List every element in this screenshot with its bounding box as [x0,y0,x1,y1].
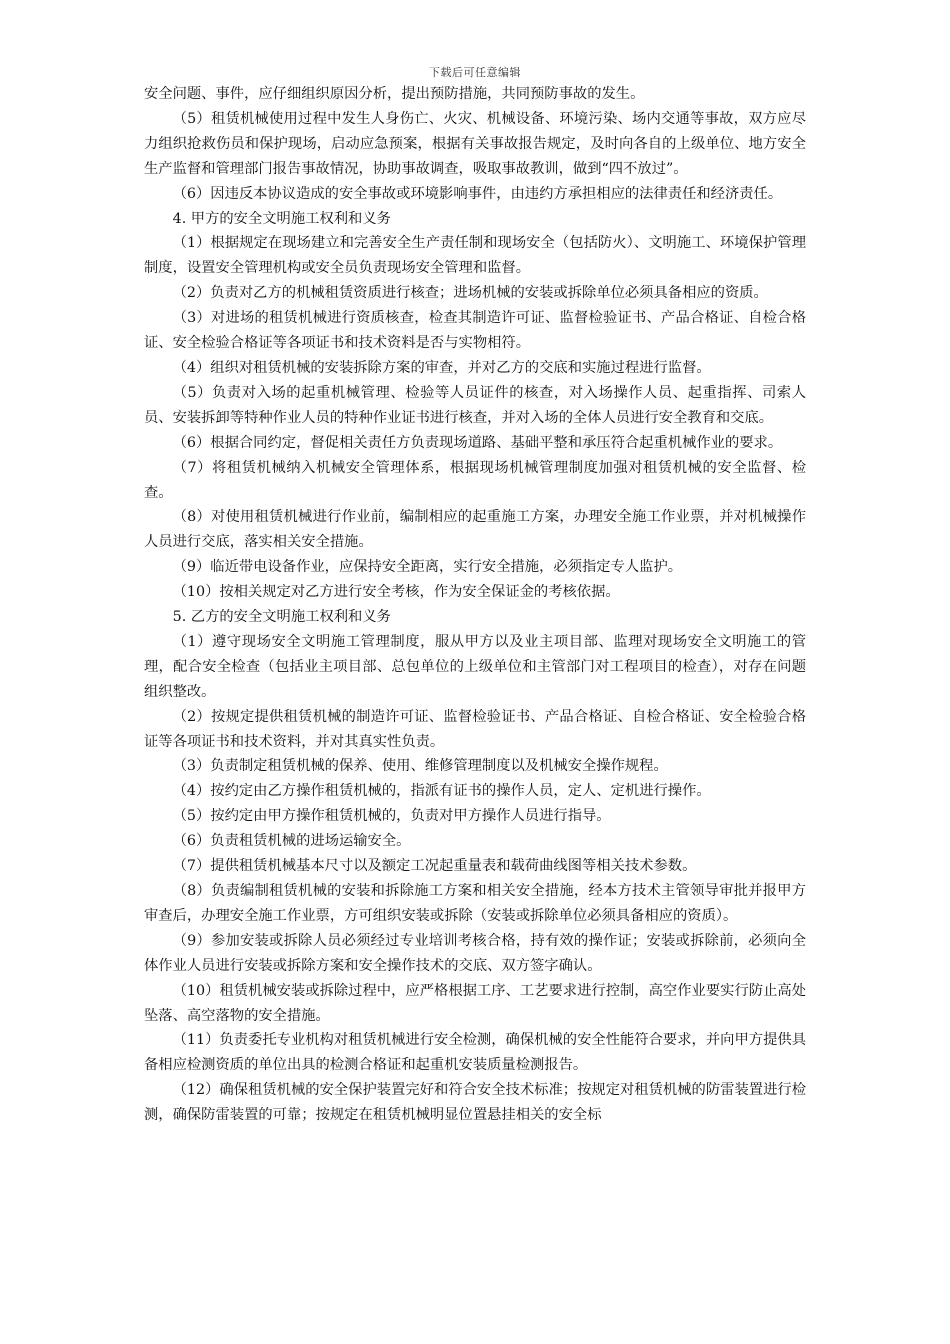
page-header: 下载后可任意编辑 [429,66,521,79]
paragraph: （5）租赁机械使用过程中发生人身伤亡、火灾、机械设备、环境污染、场内交通等事故，双方应尽力组织抢救伤员和保护现场，启动应急预案，根据有关事故报告规定，及时向各自的上级单位、地方安全生产监督和管理部门报告事故情况，协助事故调查，吸取事故教训，做到“四不放过”。 [144,110,806,177]
paragraph: （8）对使用租赁机械进行作业前，编制相应的起重施工方案，办理安全施工作业票，并对机械操作人员进行交底，落实相关安全措施。 [144,509,806,551]
paragraph: （12）确保租赁机械的安全保护装置完好和符合安全技术标准；按规定对租赁机械的防雷装置进行检测，确保防雷装置的可靠；按规定在租赁机械明显位置悬挂相关的安全标 [144,1082,806,1124]
paragraph: 安全问题、事件，应仔细组织原因分析，提出预防措施，共同预防事故的发生。 [144,86,645,102]
paragraph: （9）临近带电设备作业，应保持安全距离，实行安全措施，必须指定专人监护。 [172,559,683,576]
paragraph: （10）租赁机械安装或拆除过程中，应严格根据工序、工艺要求进行控制，高空作业要实行防止高处坠落、高空落物的安全措施。 [144,982,806,1024]
paragraph: （7）将租赁机械纳入机械安全管理体系，根据现场机械管理制度加强对租赁机械的安全监督、检查。 [144,459,806,501]
section-heading: 5. 乙方的安全文明施工权利和义务 [172,609,391,626]
paragraph: （7）提供租赁机械基本尺寸以及额定工况起重量表和载荷曲线图等相关技术参数。 [172,858,697,875]
paragraph: （5）按约定由甲方操作租赁机械的，负责对甲方操作人员进行指导。 [172,808,611,825]
paragraph: （3）负责制定租赁机械的保养、使用、维修管理制度以及机械安全操作规程。 [172,758,668,775]
paragraph: （1）遵守现场安全文明施工管理制度，服从甲方以及业主项目部、监理对现场安全文明施工的管理，配合安全检查（包括业主项目部、总包单位的上级单位和主管部门对工程项目的检查），对存在问题组织整改。 [144,633,806,700]
paragraph: （6）负责租赁机械的进场运输安全。 [172,833,411,850]
section-heading: 4. 甲方的安全文明施工权利和义务 [172,210,391,227]
paragraph: （10）按相关规定对乙方进行安全考核，作为安全保证金的考核依据。 [172,584,620,601]
paragraph: （4）按约定由乙方操作租赁机械的，指派有证书的操作人员，定人、定机进行操作。 [172,783,711,800]
paragraph: （8）负责编制租赁机械的安装和拆除施工方案和相关安全措施，经本方技术主管领导审批并报甲方审查后，办理安全施工作业票，方可组织安装或拆除（安装或拆除单位必须具备相应的资质）。 [144,883,806,924]
paragraph: （3）对进场的租赁机械进行资质核查，检查其制造许可证、监督检验证书、产品合格证、自检合格证、安全检验合格证等各项证书和技术资料是否与实物相符。 [144,310,806,352]
paragraph: （6）根据合同约定，督促相关责任方负责现场道路、基础平整和承压符合起重机械作业的要求。 [172,434,783,451]
paragraph: （11）负责委托专业机构对租赁机械进行安全检测，确保机械的安全性能符合要求，并向甲方提供具备相应检测资质的单位出具的检测合格证和起重机安装质量检测报告。 [144,1032,806,1074]
paragraph: （6）因违反本协议造成的安全事故或环境影响事件，由违约方承担相应的法律责任和经济责任。 [172,185,783,202]
paragraph: （5）负责对入场的起重机械管理、检验等人员证件的核查，对入场操作人员、起重指挥、司索人员、安装拆卸等特种作业人员的特种作业证书进行核查，并对入场的全体人员进行安全教育和交底。 [144,384,806,426]
document-body [144,82,806,1128]
paragraph: （2）负责对乙方的机械租赁资质进行核查；进场机械的安装或拆除单位必须具备相应的资质。 [172,285,768,302]
paragraph: （9）参加安装或拆除人员必须经过专业培训考核合格，持有效的操作证；安装或拆除前，必须向全体作业人员进行安装或拆除方案和安全操作技术的交底、双方签字确认。 [144,932,806,974]
paragraph: （4）组织对租赁机械的安装拆除方案的审查，并对乙方的交底和实施过程进行监督。 [172,359,711,376]
paragraph: （2）按规定提供租赁机械的制造许可证、监督检验证书、产品合格证、自检合格证、安全检验合格证等各项证书和技术资料，并对其真实性负责。 [144,708,806,750]
paragraph: （1）根据规定在现场建立和完善安全生产责任制和现场安全（包括防火）、文明施工、环境保护管理制度，设置安全管理机构或安全员负责现场安全管理和监督。 [144,235,806,277]
